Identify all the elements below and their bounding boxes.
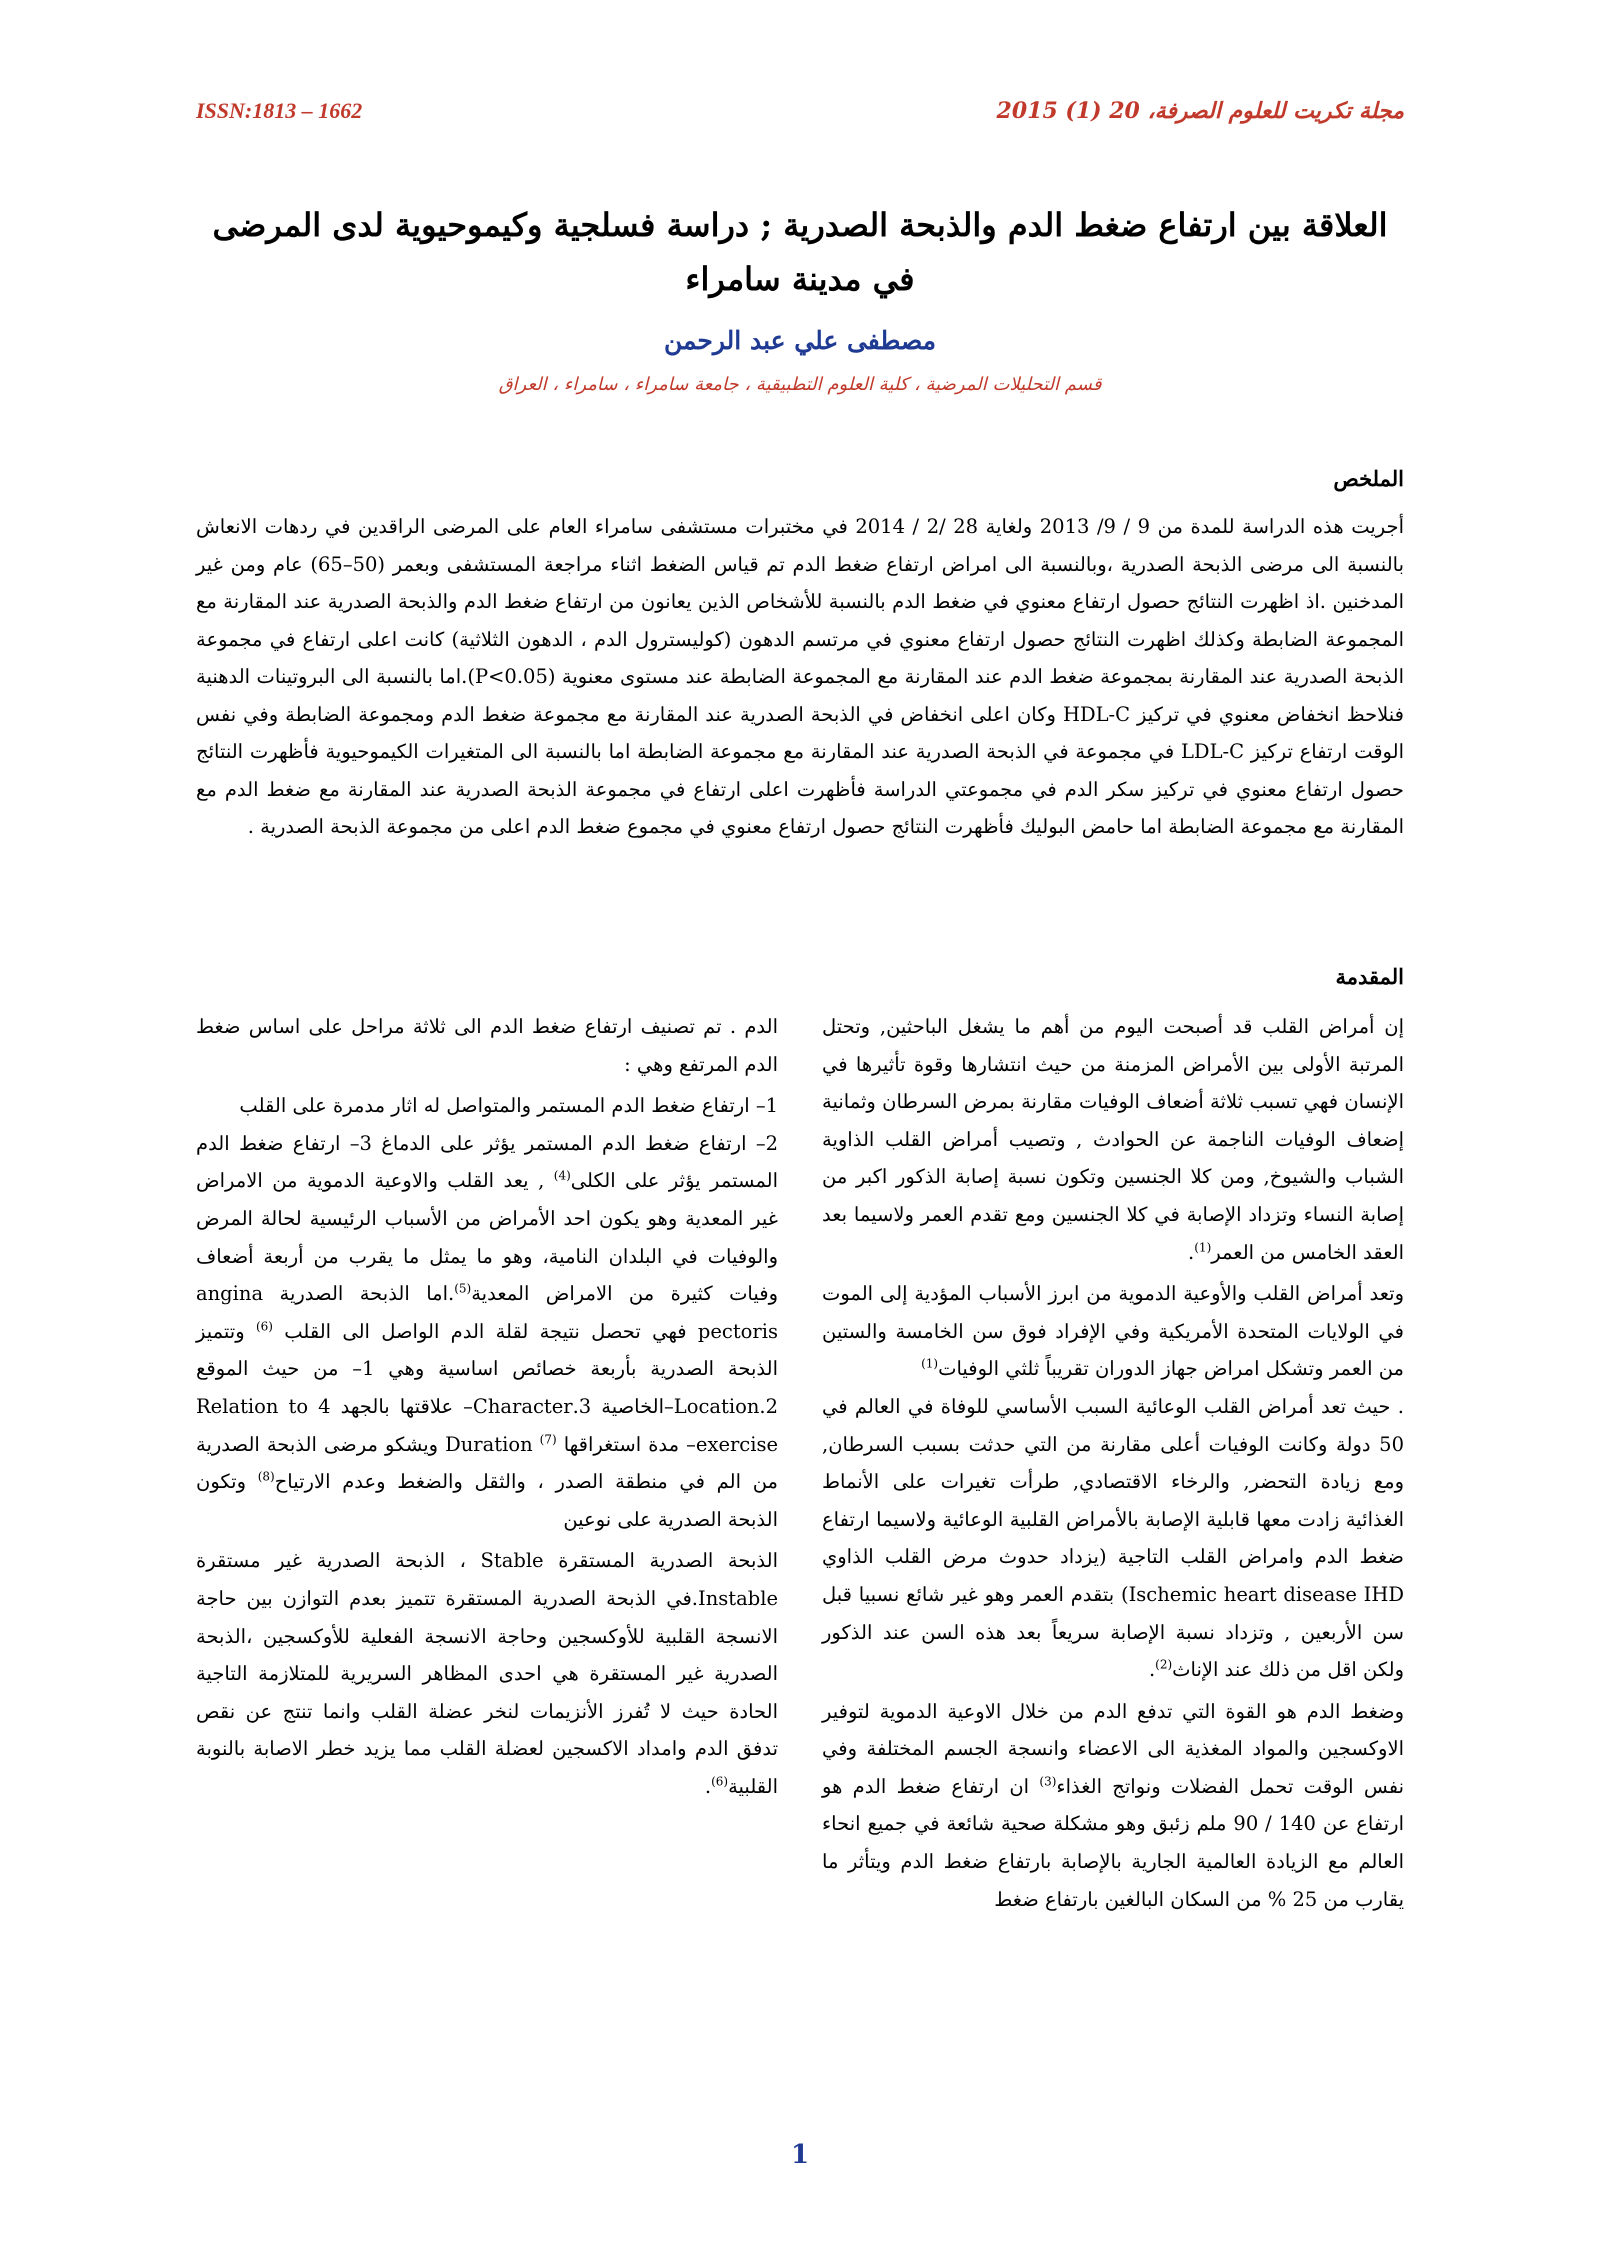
issn-label: ISSN:1813 – 1662	[196, 98, 363, 123]
citation-ref: (7)	[539, 1432, 557, 1447]
title-line-1: العلاقة بين ارتفاع ضغط الدم والذبحة الصدرية ; دراسة فسلجية وكيموحيوية لدى المرضى	[212, 206, 1388, 244]
intro-left-column	[196, 1008, 778, 1805]
intro-right-column	[822, 1008, 1404, 1918]
intro-heading: المقدمة	[1335, 964, 1404, 989]
abstract-heading: الملخص	[1333, 466, 1404, 491]
list-item: 1– ارتفاع ضغط الدم المستمر والمتواصل له اثار مدمرة على القلب	[239, 1094, 778, 1118]
journal-citation: مجلة تكريت للعلوم الصرفة، 20 (1) 2015	[996, 98, 1404, 124]
citation-ref: (6)	[255, 1319, 273, 1334]
paragraph: . حيث تعد أمراض القلب الوعائية السبب الأساسي للوفاة في العالم في 50 دولة وكانت الوفيات أعلى مقارنة من التي حدثت بسبب السرطان, ومع زيادة التحضر, والرخاء الاقتصادي, طرأت تغيرات على الأنماط الغذائية زادت معها قابلية الإصابة بالأمراض القلبية الوعائية ولاسيما ارتفاع ضغط الدم وامراض القلب التاجية (يزداد حدوث مرض القلب الذاوي Ischemic heart disease IHD) بتقدم العمر وهو غير شائع نسبيا قبل سن الأربعين , وتزداد نسبة الإصابة سريعاً بعد هذه السن عند الذكور ولكن اقل من ذلك عند الإناث$^{(2)}$.	[822, 1394, 1404, 1682]
citation-ref: (5)	[454, 1281, 472, 1296]
title-line-2: في مدينة سامراء	[685, 260, 915, 298]
paragraph: 2– ارتفاع ضغط الدم المستمر يؤثر على الدماغ 3– ارتفاع ضغط الدم المستمر يؤثر على الكلى$^{(4)}$ , يعد القلب والاوعية الدموية من الامراض غير المعدية وهو يكون احد الأمراض من الأسباب الرئيسية لحالة المرض والوفيات في البلدان النامية، وهو ما يمثل ما يقرب من أربعة أضعاف وفيات كثيرة من الامراض المعدية$^{(5)}$.اما الذبحة الصدرية angina pectoris فهي تحصل نتيجة لقلة الدم الواصل الى القلب $^{(6)}$ وتتميز الذبحة الصدرية بأربعة خصائص اساسية وهي 1– من حيث الموقع 2.Location–الخاصية 3.Character– علاقتها بالجهد 4 Relation to exercise– مدة استغراقها Duration $^{(7)}$ ويشكو مرضى الذبحة الصدرية من الم في منطقة الصدر ، والثقل والضغط وعدم الارتياح$^{(8)}$ وتكون الذبحة الصدرية على نوعين	[196, 1131, 779, 1531]
paragraph: وتعد أمراض القلب والأوعية الدموية من ابرز الأسباب المؤدية إلى الموت في الولايات المتحدة الأمريكية وفي الإفراد فوق سن الخامسة والستين من العمر وتشكل امراض جهاز الدوران تقريباً ثلثي الوفيات$^{(1)}$	[822, 1282, 1404, 1381]
author-name: مصطفى علي عبد الرحمن	[663, 326, 937, 355]
paragraph: الدم . تم تصنيف ارتفاع ضغط الدم الى ثلاثة مراحل على اساس ضغط الدم المرتفع وهي :	[196, 1015, 778, 1076]
abstract-text: أجريت هذه الدراسة للمدة من 9 / 9/ 2013 ولغاية 28 /2 / 2014 في مختبرات مستشفى سامراء العام على المرضى الراقدين في ردهات الانعاش بالنسبة الى مرضى الذبحة الصدرية ،وبالنسبة الى امراض ارتفاع ضغط الدم تم قياس الضغط اثناء مراجعة المستشفى وبعمر (50–65) عام ومن غير المدخنين .اذ اظهرت النتائج حصول ارتفاع معنوي في ضغط الدم بالنسبة للأشخاص الذين يعانون من ارتفاع ضغط الدم والذبحة الصدرية عند المقارنة مع المجموعة الضابطة وكذلك اظهرت النتائج حصول ارتفاع معنوي في مرتسم الدهون (كوليسترول الدم ، الدهون الثلاثية) كانت اعلى ارتفاع في مجموعة الذبحة الصدرية عند المقارنة بمجموعة ضغط الدم عند المقارنة مع المجموعة الضابطة عند مستوى معنوية (P<0.05).اما بالنسبة الى البروتينات الدهنية فنلاحظ انخفاض معنوي في تركيز HDL-C وكان اعلى انخفاض في الذبحة الصدرية عند المقارنة مع مجموعة ضغط الدم ومجموعة الضابطة وفي نفس الوقت ارتفاع تركيز LDL-C في مجموعة في الذبحة الصدرية عند المقارنة مع مجموعة الضابطة اما بالنسبة الى المتغيرات الكيموحيوية فأظهرت النتائج حصول ارتفاع معنوي في تركيز سكر الدم في مجموعتي الدراسة فأظهرت اعلى ارتفاع في مجموعة الذبحة الصدرية عند المقارنة مع ضغط الدم مع المقارنة مع مجموعة الضابطة اما حامض البوليك فأظهرت النتائج حصول ارتفاع معنوي في مجموع ضغط الدم اعلى من مجموعة الذبحة الصدرية .	[196, 515, 1404, 838]
citation-ref: (1)	[921, 1356, 939, 1371]
paper-title	[200, 198, 1400, 306]
paragraph: إن أمراض القلب قد أصبحت اليوم من أهم ما يشغل الباحثين, وتحتل المرتبة الأولى بين الأمراض المزمنة من حيث انتشارها وقوة تأثيرها في الإنسان فهي تسبب ثلاثة أضعاف الوفيات مقارنة بمرض السرطان وثمانية إضعاف الوفيات الناجمة عن الحوادث , وتصيب أمراض القلب الذاوية الشباب والشيوخ, ومن كلا الجنسين وتكون نسبة إصابة الذكور اكبر من إصابة النساء وتزداد الإصابة في كلا الجنسين ومع تقدم العمر ولاسيما بعد العقد الخامس من العمر$^{(1)}$.	[822, 1015, 1404, 1264]
paragraph: وضغط الدم هو القوة التي تدفع الدم من خلال الاوعية الدموية لتوفير الاوكسجين والمواد المغذية الى الاعضاء وانسجة الجسم المختلفة وفي نفس الوقت تحمل الفضلات ونواتج الغذاء$^{(3)}$ ان ارتفاع ضغط الدم هو ارتفاع عن 140 / 90 ملم زئبق وهو مشكلة صحية شائعة في جميع انحاء العالم مع الزيادة العالمية الجارية بالإصابة بارتفاع ضغط الدم ويتأثر ما يقارب من 25 % من السكان البالغين بارتفاع ضغط	[822, 1699, 1405, 1911]
paragraph: الذبحة الصدرية المستقرة Stable ، الذبحة الصدرية غير مستقرة Instable.في الذبحة الصدرية المستقرة تتميز بعدم التوازن بين حاجة الانسجة القلبية للأوكسجين وحاجة الانسجة الفعلية للأوكسجين ،الذبحة الصدرية غير المستقرة هي احدى المظاهر السريرية للمتلازمة التاجية الحادة حيث لا تُفرز الأنزيمات لنخر عضلة القلب وانما تنتج عن نقص تدفق الدم وامداد الاكسجين لعضلة القلب مما يزيد خطر الاصابة بالنوبة القلبية$^{(6)}$.	[196, 1549, 778, 1798]
author-affiliation: قسم التحليلات المرضية ، كلية العلوم التطبيقية ، جامعة سامراء ، سامراء ، العراق	[498, 374, 1102, 395]
citation-ref: (6)	[711, 1774, 729, 1789]
citation-ref: (2)	[1155, 1657, 1173, 1672]
page-number: 1	[790, 2140, 810, 2170]
citation-ref: (8)	[257, 1469, 275, 1484]
citation-ref: (1)	[1194, 1240, 1212, 1255]
page-header	[196, 98, 1404, 132]
citation-ref: (4)	[553, 1168, 571, 1183]
citation-ref: (3)	[1039, 1774, 1057, 1789]
